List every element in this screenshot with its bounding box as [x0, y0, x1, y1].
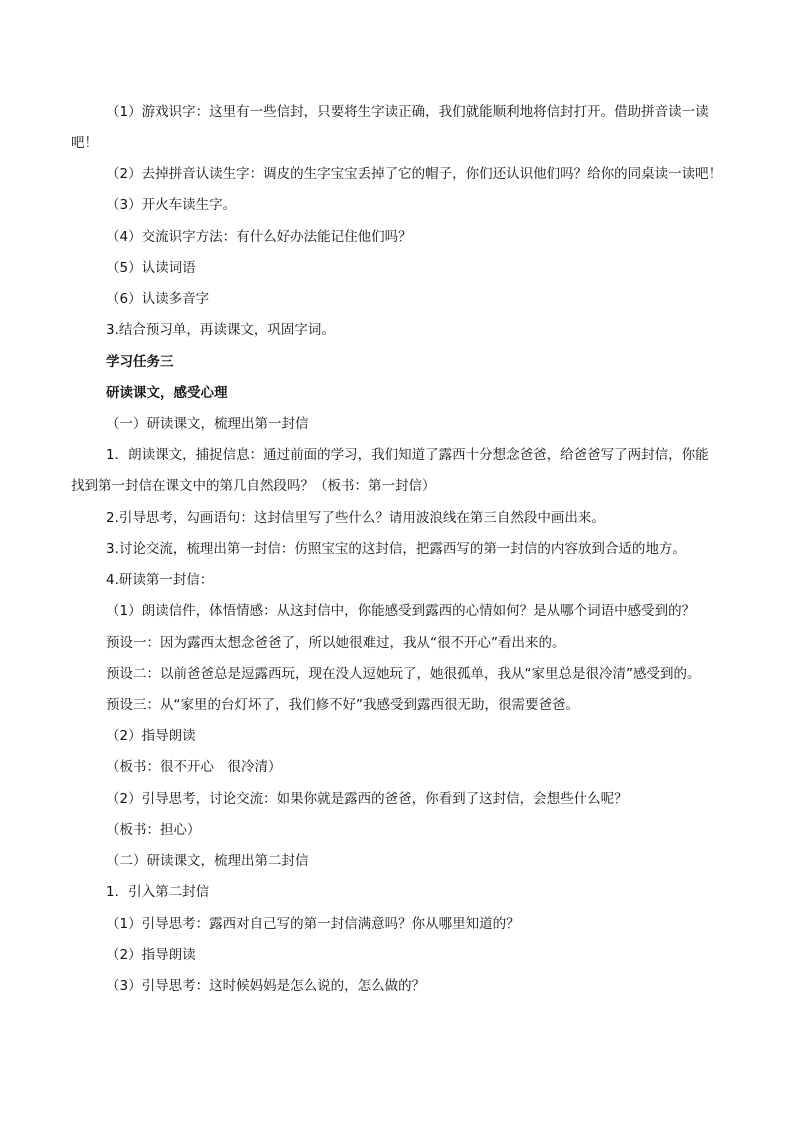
text-line: （3）开火车读生字。	[106, 197, 237, 213]
text-line: （2）引导思考，讨论交流：如果你就是露西的爸爸，你看到了这封信，会想些什么呢？	[106, 791, 628, 807]
text-line: （一）研读课文，梳理出第一封信	[106, 416, 309, 432]
text-line: （5）认读词语	[106, 260, 196, 276]
text-line: （1）游戏识字：这里有一些信封，只要将生字读正确，我们就能顺利地将信封打开。借助拼音读一读	[106, 104, 709, 120]
text-line: （二）研读课文，梳理出第二封信	[106, 853, 309, 869]
text-line: 1．朗读课文，捕捉信息：通过前面的学习，我们知道了露西十分想念爸爸，给爸爸写了两封信，你能	[106, 447, 709, 463]
text-line: 预设三：从“家里的台灯坏了，我们修不好”我感受到露西很无助，很需要爸爸。	[106, 697, 579, 713]
text-line: （3）引导思考：这时候妈妈是怎么说的，怎么做的？	[106, 978, 426, 994]
text-line: 预设二：以前爸爸总是逗露西玩，现在没人逗她玩了，她很孤单，我从“家里总是很冷清”感受到的。	[106, 666, 701, 682]
text-line: 2.引导思考，勾画语句：这封信里写了些什么？请用波浪线在第三自然段中画出来。	[106, 510, 605, 526]
text-line: （板书：担心）	[106, 822, 201, 838]
text-line: （2）指导朗读	[106, 947, 196, 963]
text-line: （板书：很不开心 很冷清）	[106, 759, 282, 775]
section-heading: 学习任务三	[106, 354, 174, 370]
text-line: （2）指导朗读	[106, 728, 196, 744]
text-line: 预设一：因为露西太想念爸爸了，所以她很难过，我从“很不开心”看出来的。	[106, 635, 566, 651]
text-line: （4）交流识字方法：有什么好办法能记住他们吗？	[106, 229, 412, 245]
text-line: （1）朗读信件，体悟情感：从这封信中，你能感受到露西的心情如何？是从哪个词语中感受到的？	[106, 603, 696, 619]
text-line: （6）认读多音字	[106, 291, 210, 307]
text-line: 吧！	[71, 135, 98, 151]
text-line: （1）引导思考：露西对自己写的第一封信满意吗？你从哪里知道的？	[106, 916, 520, 932]
text-line: 找到第一封信在课文中的第几自然段吗？（板书：第一封信）	[71, 478, 436, 494]
text-line: 1．引入第二封信	[106, 884, 210, 900]
text-line: （2）去掉拼音认读生字：调皮的生字宝宝丢掉了它的帽子，你们还认识他们吗？给你的同桌读一读吧！	[106, 166, 723, 182]
text-line: 4.研读第一封信：	[106, 572, 214, 588]
text-line: 3.讨论交流，梳理出第一封信：仿照宝宝的这封信，把露西写的第一封信的内容放到合适的地方。	[106, 541, 686, 557]
section-subheading: 研读课文，感受心理	[106, 385, 228, 401]
text-line: 3.结合预习单，再读课文，巩固字词。	[106, 322, 335, 338]
